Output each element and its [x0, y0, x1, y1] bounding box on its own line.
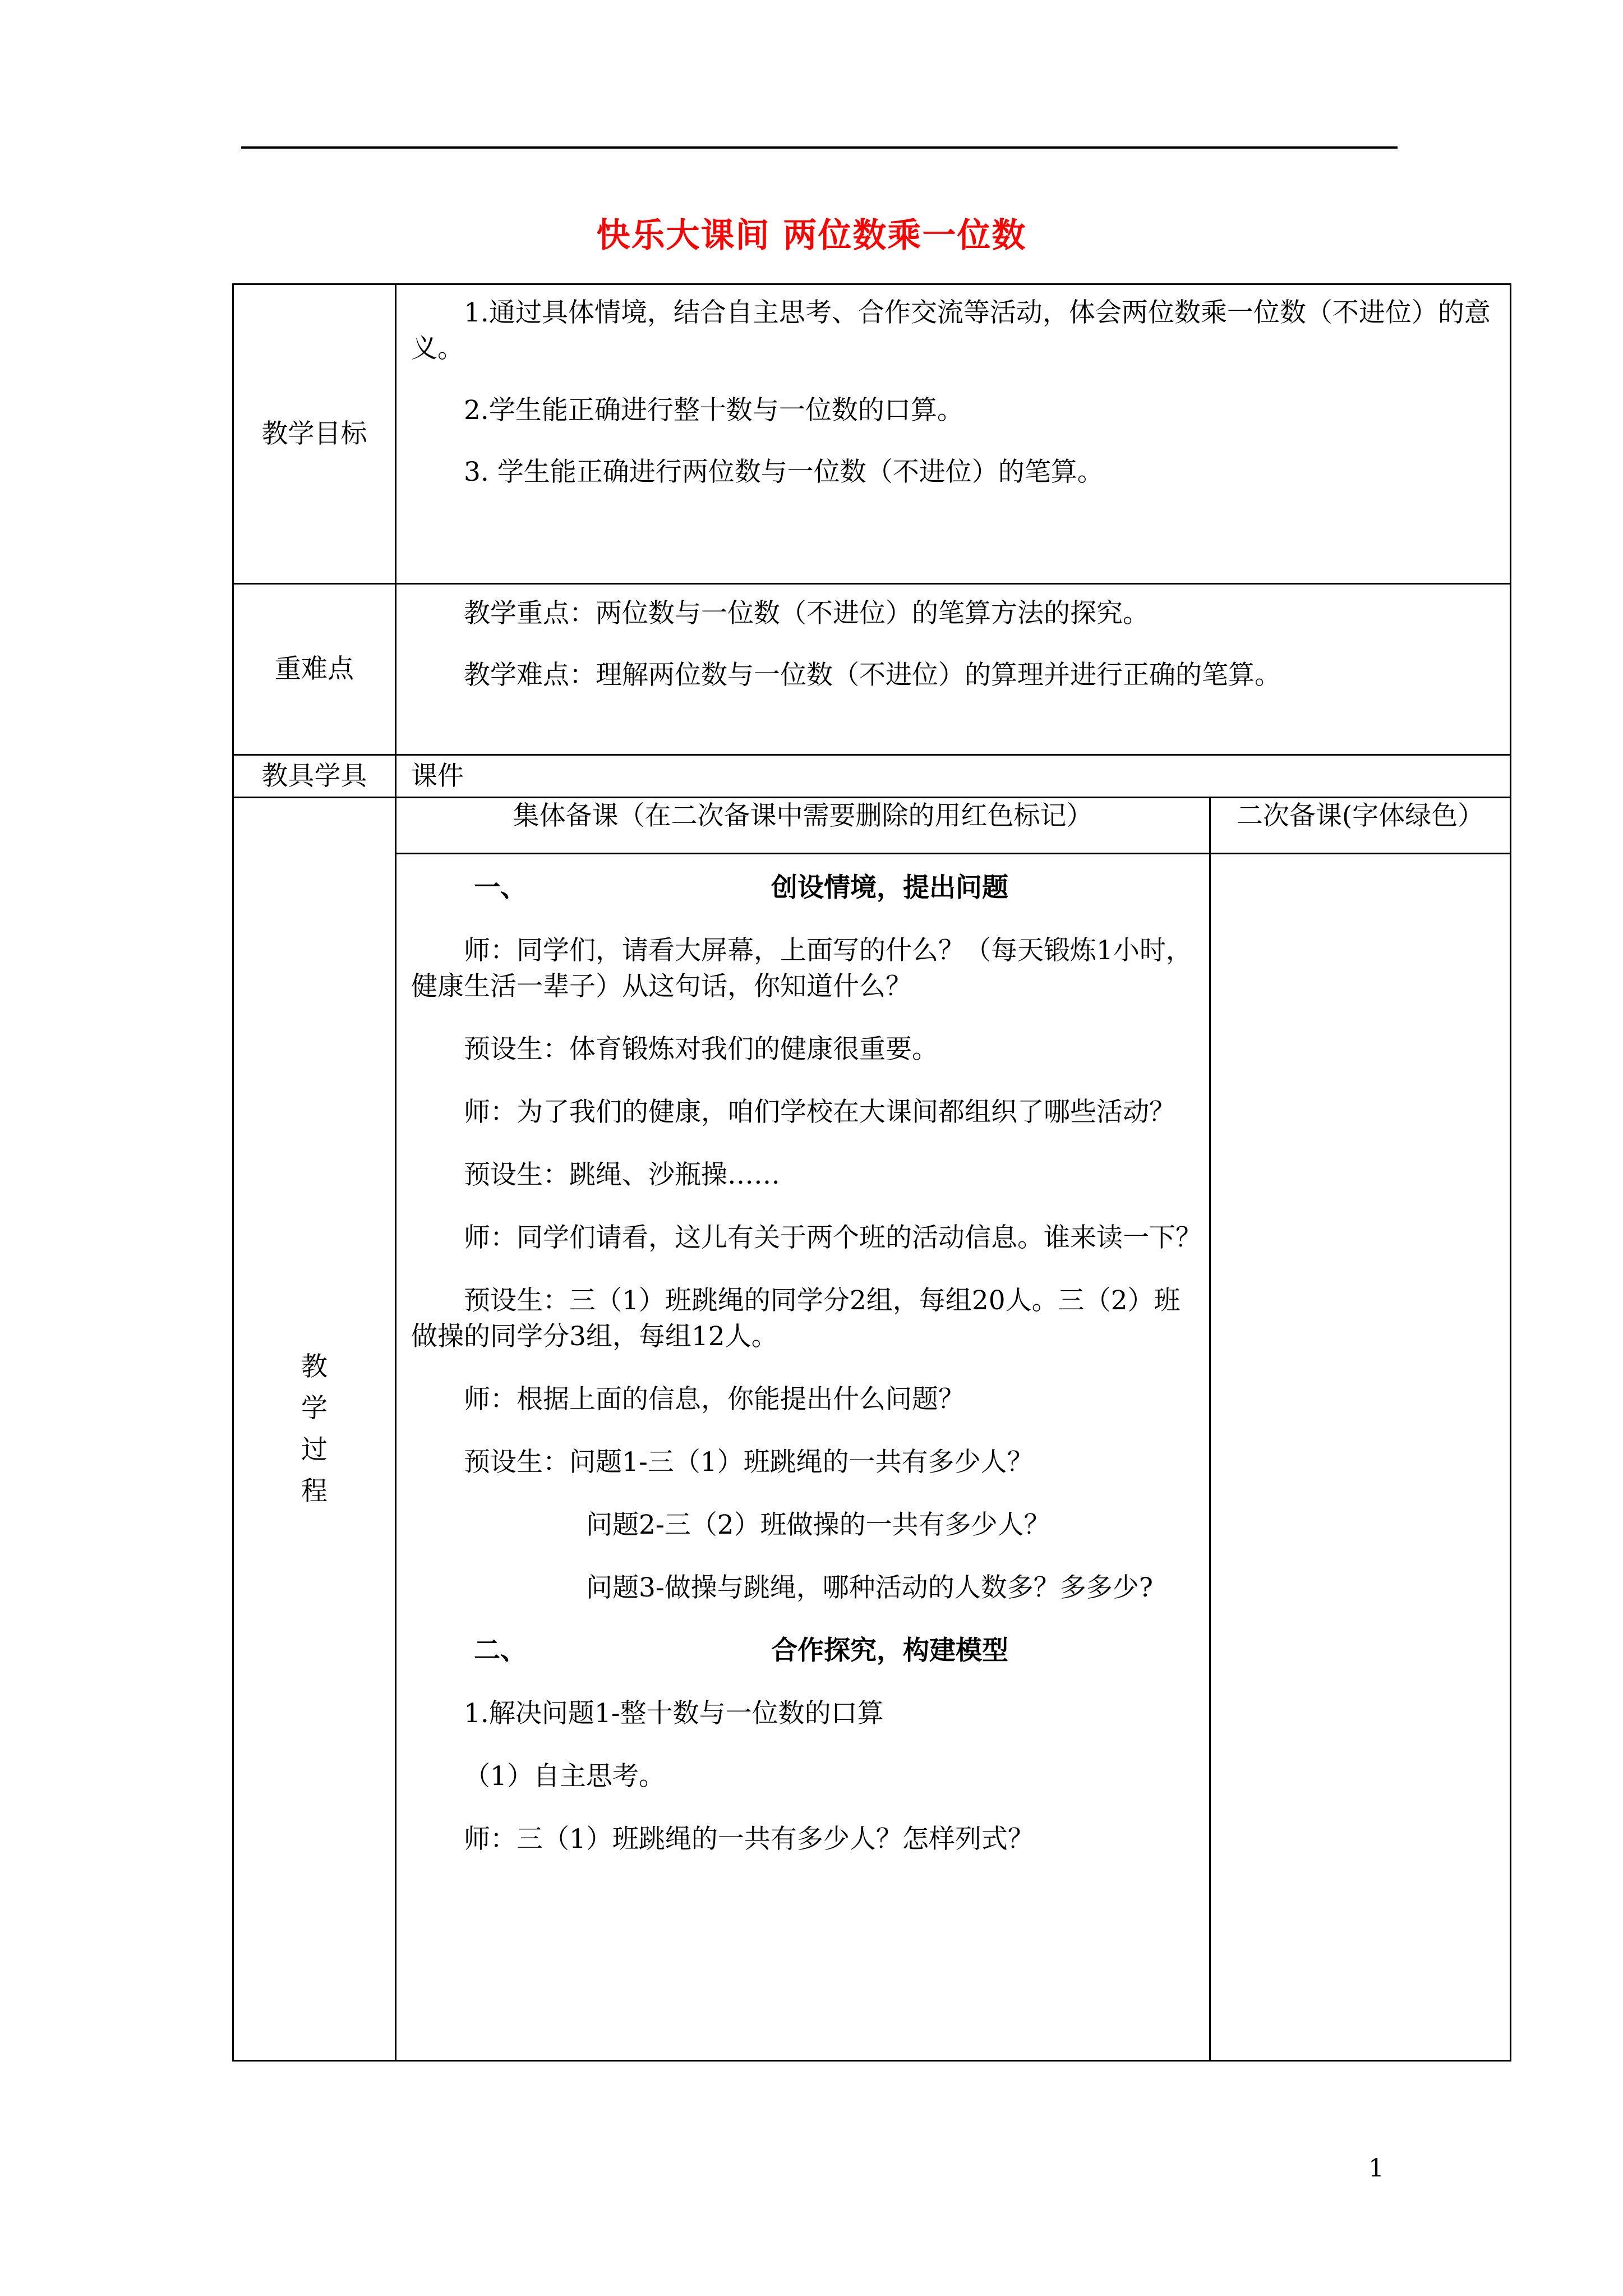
tools-row [233, 755, 1511, 798]
dialogue-line: 预设生：跳绳、沙瓶操…… [464, 1159, 780, 1190]
dialogue-line: 1.解决问题1-整十数与一位数的口算 [464, 1698, 884, 1729]
section-heading: 二、 合作探究，构建模型 [474, 1635, 1008, 1666]
keypoints-label: 重难点 [233, 584, 396, 755]
dialogue-line: 师：为了我们的健康，咱们学校在大课间都组织了哪些活动？ [464, 1097, 1175, 1128]
keypoint-item: 教学难点：理解两位数与一位数（不进位）的算理并进行正确的笔算。 [464, 660, 1281, 691]
keypoint-item: 教学重点：两位数与一位数（不进位）的笔算方法的探究。 [464, 598, 1149, 629]
goal-item: 1.通过具体情境，结合自主思考、合作交流等活动，体会两位数乘一位数（不进位）的意义。 [411, 297, 1491, 364]
collective-prep-header: 集体备课（在二次备课中需要删除的用红色标记） [396, 798, 1210, 854]
section-heading: 一、 创设情境，提出问题 [474, 872, 1008, 903]
dialogue-line: （1）自主思考。 [464, 1761, 665, 1792]
process-label-text: 教 学 过 程 [301, 1351, 328, 1507]
dialogue-line: 师：根据上面的信息，你能提出什么问题？ [464, 1384, 965, 1415]
header-rule [241, 146, 1398, 149]
goals-row [233, 284, 1511, 584]
tools-value: 课件 [396, 755, 1511, 798]
second-prep-header: 二次备课(字体绿色） [1210, 798, 1511, 854]
dialogue-line: 问题2-三（2）班做操的一共有多少人？ [586, 1510, 1050, 1540]
dialogue-line: 师：同学们，请看大屏幕，上面写的什么？（每天锻炼1小时，健康生活一辈子）从这句话，你知道什么？ [411, 935, 1192, 1002]
dialogue-line: 问题3-做操与跳绳，哪种活动的人数多？多多少? [586, 1572, 1153, 1603]
dialogue-line: 师：三（1）班跳绳的一共有多少人？怎样列式？ [464, 1824, 1034, 1855]
dialogue-line: 预设生：体育锻炼对我们的健康很重要。 [464, 1034, 938, 1065]
page-number: 1 [1368, 2154, 1384, 2183]
process-header-row [233, 798, 1511, 854]
page-title: 快乐大课间 两位数乘一位数 [596, 216, 1027, 255]
dialogue-line: 预设生：问题1-三（1）班跳绳的一共有多少人？ [464, 1447, 1034, 1478]
goals-label: 教学目标 [233, 284, 396, 584]
goals-content [396, 284, 1511, 584]
process-label [233, 798, 396, 2061]
second-prep-content [1210, 854, 1511, 2061]
tools-label: 教具学具 [233, 755, 396, 798]
collective-prep-content [396, 854, 1210, 2061]
dialogue-line: 预设生：三（1）班跳绳的同学分2组，每组20人。三（2）班做操的同学分3组，每组12人。 [411, 1285, 1181, 1352]
lesson-plan-table [232, 283, 1511, 2062]
dialogue-line: 师：同学们请看，这儿有关于两个班的活动信息。谁来读一下？ [464, 1222, 1202, 1253]
keypoints-content [396, 584, 1511, 755]
keypoints-row [233, 584, 1511, 755]
goal-item: 2.学生能正确进行整十数与一位数的口算。 [464, 395, 963, 426]
process-content-row [233, 854, 1511, 2061]
goal-item: 3. 学生能正确进行两位数与一位数（不进位）的笔算。 [464, 457, 1104, 487]
